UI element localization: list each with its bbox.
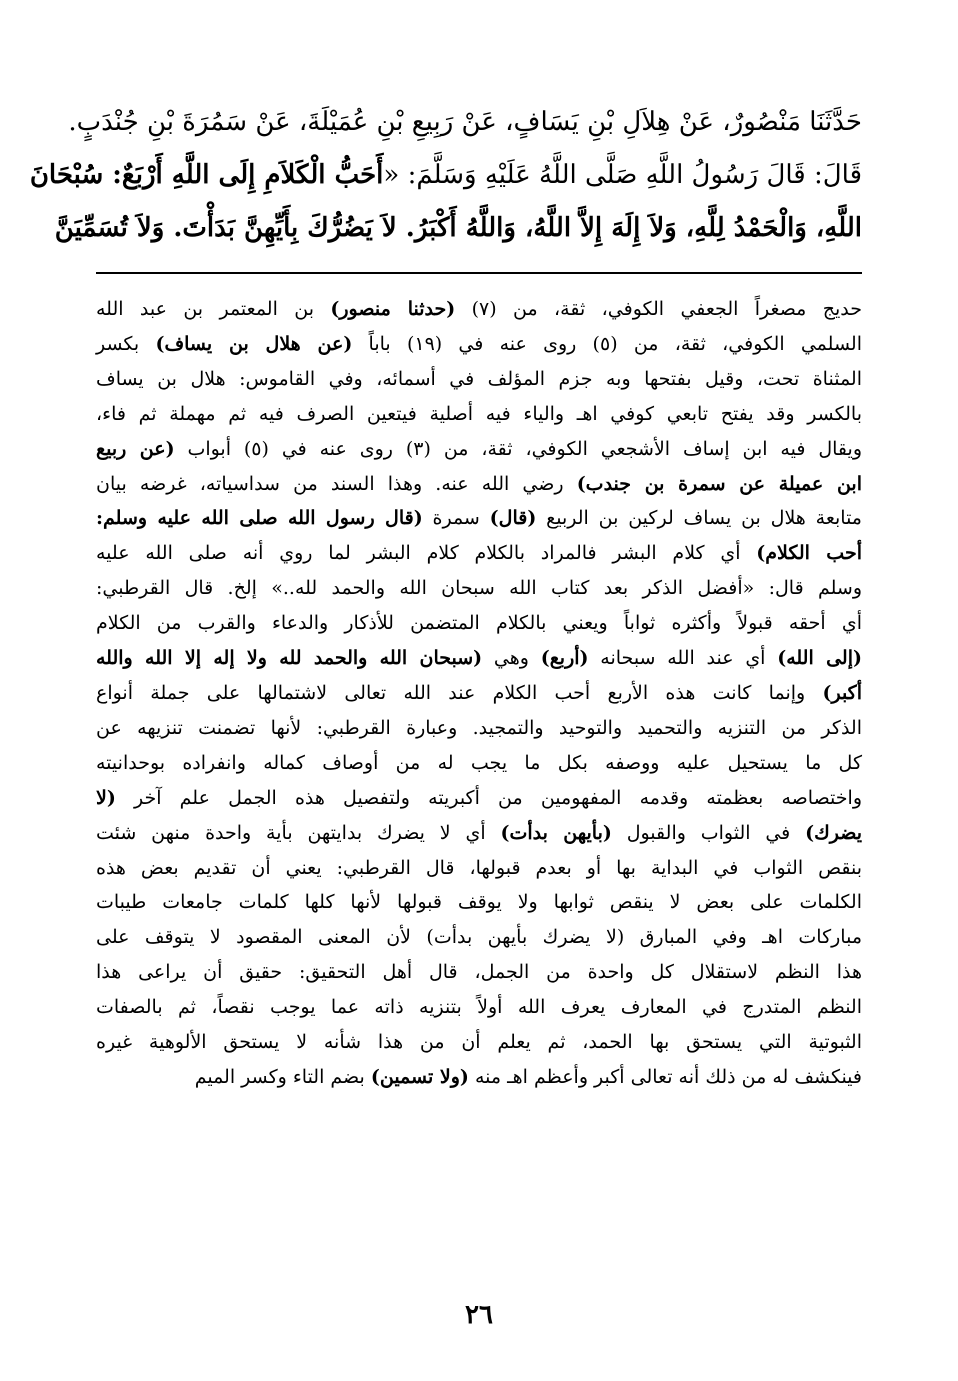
commentary-line: أي أحقه قبولاً وأكثره ثواباً ويعني بالكلام المتضمن للأذكار والدعاء والقرب من الكلام xyxy=(96,612,862,635)
hadith-narration-intro: قَالَ: قَالَ رَسُولُ اللَّهِ صَلَّى اللَّهُ عَلَيْهِ وَسَلَّمَ: « xyxy=(383,160,862,190)
commentary-line: بنقص الثواب في البداية بها أو بعدم قبولها، قال القرطبي: يعني أن تقديم بعض هذه xyxy=(96,856,862,879)
hadith-line-2 xyxy=(29,149,862,202)
commentary-line: المثناة تحت، وقيل بفتحها وبه جزم المؤلف في أسمائه، وفي القاموس: هلال بن يساف xyxy=(96,367,862,390)
commentary-line: وسلم قال: «أفضل الذكر بعد كتاب الله سبحان الله والحمد لله..» إلخ. قال القرطبي: xyxy=(96,577,862,600)
commentary-line xyxy=(96,292,862,327)
hadith-text xyxy=(29,96,862,255)
commentary-line xyxy=(96,781,862,816)
bold-run: (بأيهن بدأت) xyxy=(500,821,612,844)
hadith-prophetic-words-cont: اللَّهِ، وَالْحَمْدُ لِلَّهِ، وَلاَ إِلَهَ إِلاَّ اللَّهُ، وَاللَّهُ أَكْبَرُ. لاَ يَضُرُّكَ بِأَيِّهِنَّ بَدَأْتَ. وَلاَ تُسَمِّيَنَّ xyxy=(54,213,862,243)
text-run: حديج مصغراً الجعفي الكوفي، ثقة، من (٧) xyxy=(455,298,862,320)
text-run: متابعة هلال بن يساف لركين بن الربيع xyxy=(536,507,862,530)
text-run: السلمي الكوفي، ثقة، من (٥) روى عنه في (١٩) باباً xyxy=(352,332,862,355)
bold-run: (إلى الله) xyxy=(777,647,862,670)
bold-run: (أربع) xyxy=(540,647,589,670)
text-run: واختصاصه بعظمته وقدمه المفهومين من أكبريته ولتفصيل هذه الجمل علم آخر xyxy=(115,786,862,809)
commentary-line xyxy=(96,676,862,711)
commentary-line xyxy=(96,501,862,536)
text-run: أي عند الله سبحانه xyxy=(588,647,778,670)
commentary-line xyxy=(96,641,862,676)
bold-run: (عن ربيع xyxy=(96,437,175,460)
commentary-line: هذا النظم لاستقلال كل واحدة من الجمل، قال أهل التحقيق: حقيق أن يراعى هذا xyxy=(96,961,862,984)
text-run: أي كلام البشر فالمراد بالكلام كلام البشر لما روي أنه صلى الله عليه xyxy=(96,542,757,565)
hadith-prophetic-words: أَحَبُّ الْكَلاَمِ إِلَى اللَّهِ أَرْبَعٌ: سُبْحَانَ xyxy=(29,160,384,190)
text-run: في الثواب والقبول xyxy=(611,821,806,844)
bold-run: ابن عميلة عن سمرة بن جندب) xyxy=(576,472,862,495)
hadith-line-1: حَدَّثَنَا مَنْصُورٌ، عَنْ هِلاَلِ بْنِ يَسَافٍ، عَنْ رَبِيعِ بْنِ عُمَيْلَةَ، عَنْ سَمُرَةَ بْنِ جُنْدَبٍ. xyxy=(68,107,862,137)
bold-run: (لا xyxy=(96,786,116,809)
bold-run: (سبحان الله والحمد لله ولا إله إلا الله والله xyxy=(96,647,483,670)
text-run: بكسر xyxy=(96,332,156,355)
commentary-line: الذكر من التنزيه والتحميد والتوحيد والتمجيد. وعبارة القرطبي: لأنها تضمنت تنزيهه عن xyxy=(96,716,862,739)
bold-run: (عن هلال بن يساف) xyxy=(155,332,353,355)
page-number: ٢٦ xyxy=(465,1300,493,1330)
text-run: رضي الله عنه. وهذا السند من سداسياته، غرضه بيان xyxy=(96,472,577,495)
text-run: أي لا يضرك بدايتهن بأية واحدة منهن شئت xyxy=(96,821,501,844)
commentary-line xyxy=(96,327,862,362)
commentary-line: كل ما يستحيل عليه ووصفه بكل ما يجب له من أوصاف كماله وانفراده بوحدانيته xyxy=(96,751,862,774)
text-run: ويقال فيه ابن إساف الأشجعي الكوفي، ثقة، من (٣) روى عنه في (٥) أبواب xyxy=(174,437,862,460)
commentary-line: بالكسر وقد يفتح تابعي كوفي اهـ والياء فيه أصلية فيتعين الصرف فيه ثم مهملة ثم فاء، xyxy=(96,402,862,425)
commentary-line xyxy=(96,432,862,467)
text-run: وهي xyxy=(482,647,541,670)
commentary-line xyxy=(96,816,862,851)
commentary-line: مباركات اهـ وفي المبارق (لا يضرك بأيهن بدأت) لأن المعنى المقصود لا يتوقف على xyxy=(96,926,862,949)
hadith-line-3 xyxy=(54,202,862,255)
commentary-line xyxy=(96,467,862,502)
bold-run: (قال رسول الله صلى الله عليه وسلم: xyxy=(96,507,423,530)
bold-run: أكبر) xyxy=(822,681,862,704)
bold-run: (ولا تسمين) xyxy=(370,1065,469,1088)
commentary-line: الثبوتية التي يستحق بها الحمد، ثم يعلم أن من هذا شأنه لا يستحق الألوهية غيره xyxy=(96,1031,862,1054)
commentary-line xyxy=(96,536,862,571)
commentary-line: الكلمات على بعض لا ينقص ثوابها ولا يوقف قبولها لأنها كلها كلمات جامعات طيبات xyxy=(96,891,862,914)
commentary-text xyxy=(96,292,862,1095)
commentary-line xyxy=(96,1060,862,1095)
commentary-line: النظم المتدرج في المعارف يعرف الله أولاً بتنزيه ذاته عما يوجب نقصاً، ثم بالصفات xyxy=(96,996,862,1019)
bold-run: يضرك) xyxy=(805,821,862,844)
text-run: بن المعتمر بن عبد الله xyxy=(96,298,331,320)
text-run: سمرة xyxy=(422,507,490,530)
footnote-divider xyxy=(96,272,862,274)
text-run: وإنما كانت هذه الأربع أحب الكلام عند الله تعالى لاشتمالها على جملة أنواع xyxy=(96,681,823,704)
text-run: بضم التاء وكسر الميم xyxy=(194,1065,371,1088)
text-run: فينكشف له من ذلك أنه تعالى أكبر وأعظم اهـ منه xyxy=(468,1065,862,1088)
bold-run: أحب الكلام) xyxy=(756,542,862,565)
bold-run: (قال) xyxy=(489,507,537,530)
bold-run: (حدثنا منصور) xyxy=(330,298,456,320)
